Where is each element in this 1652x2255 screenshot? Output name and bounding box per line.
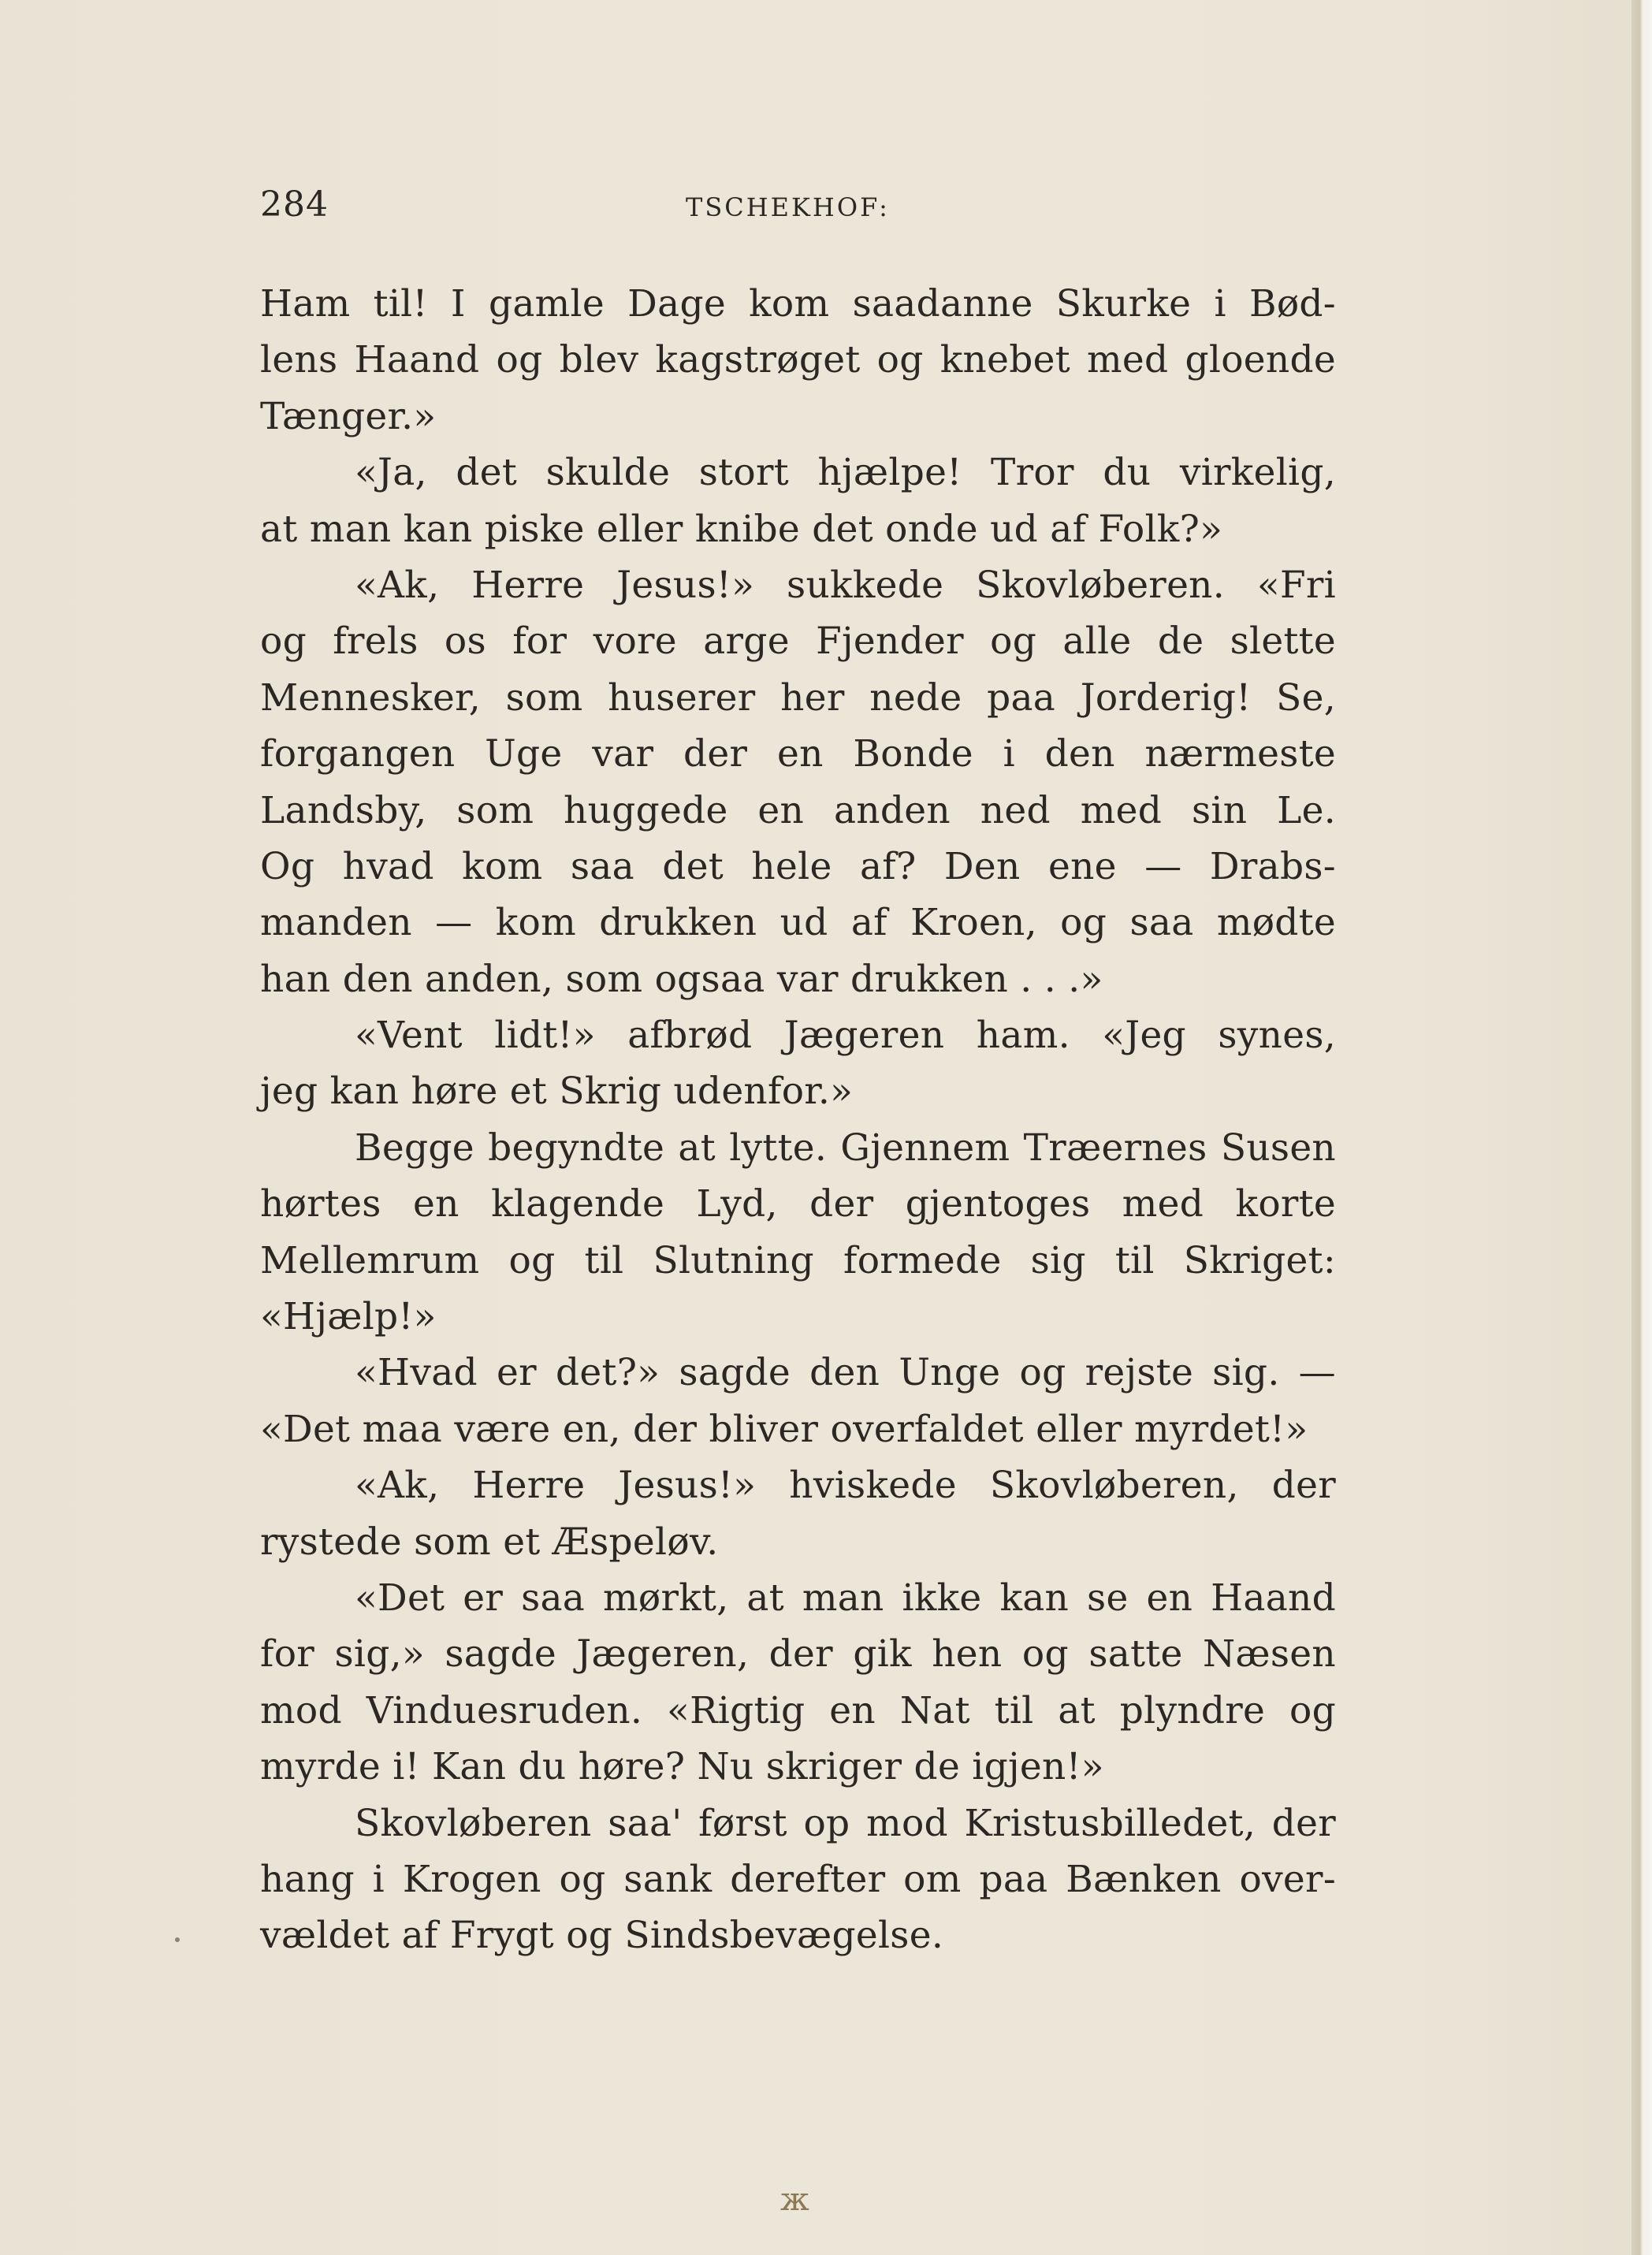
running-head: TSCHEKHOF: [686, 192, 890, 222]
page-header [260, 181, 1340, 229]
text-line: han den anden, som ogsaa var drukken . . .» [260, 957, 1103, 1001]
text-line: «Ja, det skulde stort hjælpe! Tror du virkelig, [355, 451, 1336, 495]
text-line: hang i Krogen og sank derefter om paa Bænken over- [260, 1857, 1336, 1901]
text-line: Ham til! I gamle Dage kom saadanne Skurke i Bød- [260, 282, 1336, 326]
text-line: mod Vinduesruden. «Rigtig en Nat til at plyndre og [260, 1688, 1336, 1732]
text-line: «Hvad er det?» sagde den Unge og rejste sig. — [355, 1351, 1336, 1395]
text-line: vældet af Frygt og Sindsbevægelse. [260, 1914, 944, 1958]
text-line: «Ak, Herre Jesus!» hviskede Skovløberen, der [355, 1464, 1336, 1508]
text-line: Landsby, som huggede en anden ned med sin Le. [260, 788, 1336, 832]
margin-dot [175, 1937, 180, 1942]
text-line: «Vent lidt!» afbrød Jægeren ham. «Jeg synes, [355, 1014, 1336, 1058]
text-line: og frels os for vore arge Fjender og alle de slette [260, 620, 1336, 664]
text-line: «Det maa være en, der bliver overfaldet eller myrdet!» [260, 1407, 1308, 1451]
text-line: «Det er saa mørkt, at man ikke kan se en Haand [355, 1576, 1336, 1620]
text-line: Og hvad kom saa det hele af? Den ene — Drabs- [260, 844, 1336, 888]
text-line: manden — kom drukken ud af Kroen, og saa mødte [260, 901, 1336, 945]
page-edge [1632, 0, 1652, 2255]
signature-mark: ж [780, 2182, 809, 2218]
page-number: 284 [260, 184, 329, 225]
text-line: hørtes en klagende Lyd, der gjentoges med korte [260, 1182, 1336, 1226]
text-line: jeg kan høre et Skrig udenfor.» [260, 1070, 854, 1114]
text-line: Mellemrum og til Slutning formede sig til Skriget: [260, 1238, 1336, 1282]
text-line: lens Haand og blev kagstrøget og knebet med gloende [260, 338, 1336, 382]
text-line: rystede som et Æspeløv. [260, 1520, 719, 1564]
text-line: «Ak, Herre Jesus!» sukkede Skovløberen. «Fri [355, 563, 1336, 607]
text-line: forgangen Uge var der en Bonde i den nærmeste [260, 732, 1336, 776]
text-line: for sig,» sagde Jægeren, der gik hen og satte Næsen [260, 1632, 1336, 1676]
text-line: Tænger.» [260, 394, 437, 438]
text-line: at man kan piske eller knibe det onde ud af Folk?» [260, 507, 1223, 551]
text-line: Mennesker, som huserer her nede paa Jorderig! Se, [260, 675, 1336, 720]
body-text [260, 276, 1336, 1964]
text-line: myrde i! Kan du høre? Nu skriger de igjen!» [260, 1745, 1104, 1789]
text-line: Begge begyndte at lytte. Gjennem Træernes Susen [355, 1126, 1336, 1170]
text-line: Skovløberen saa' først op mod Kristusbilledet, der [355, 1801, 1336, 1845]
text-line: «Hjælp!» [260, 1295, 437, 1339]
